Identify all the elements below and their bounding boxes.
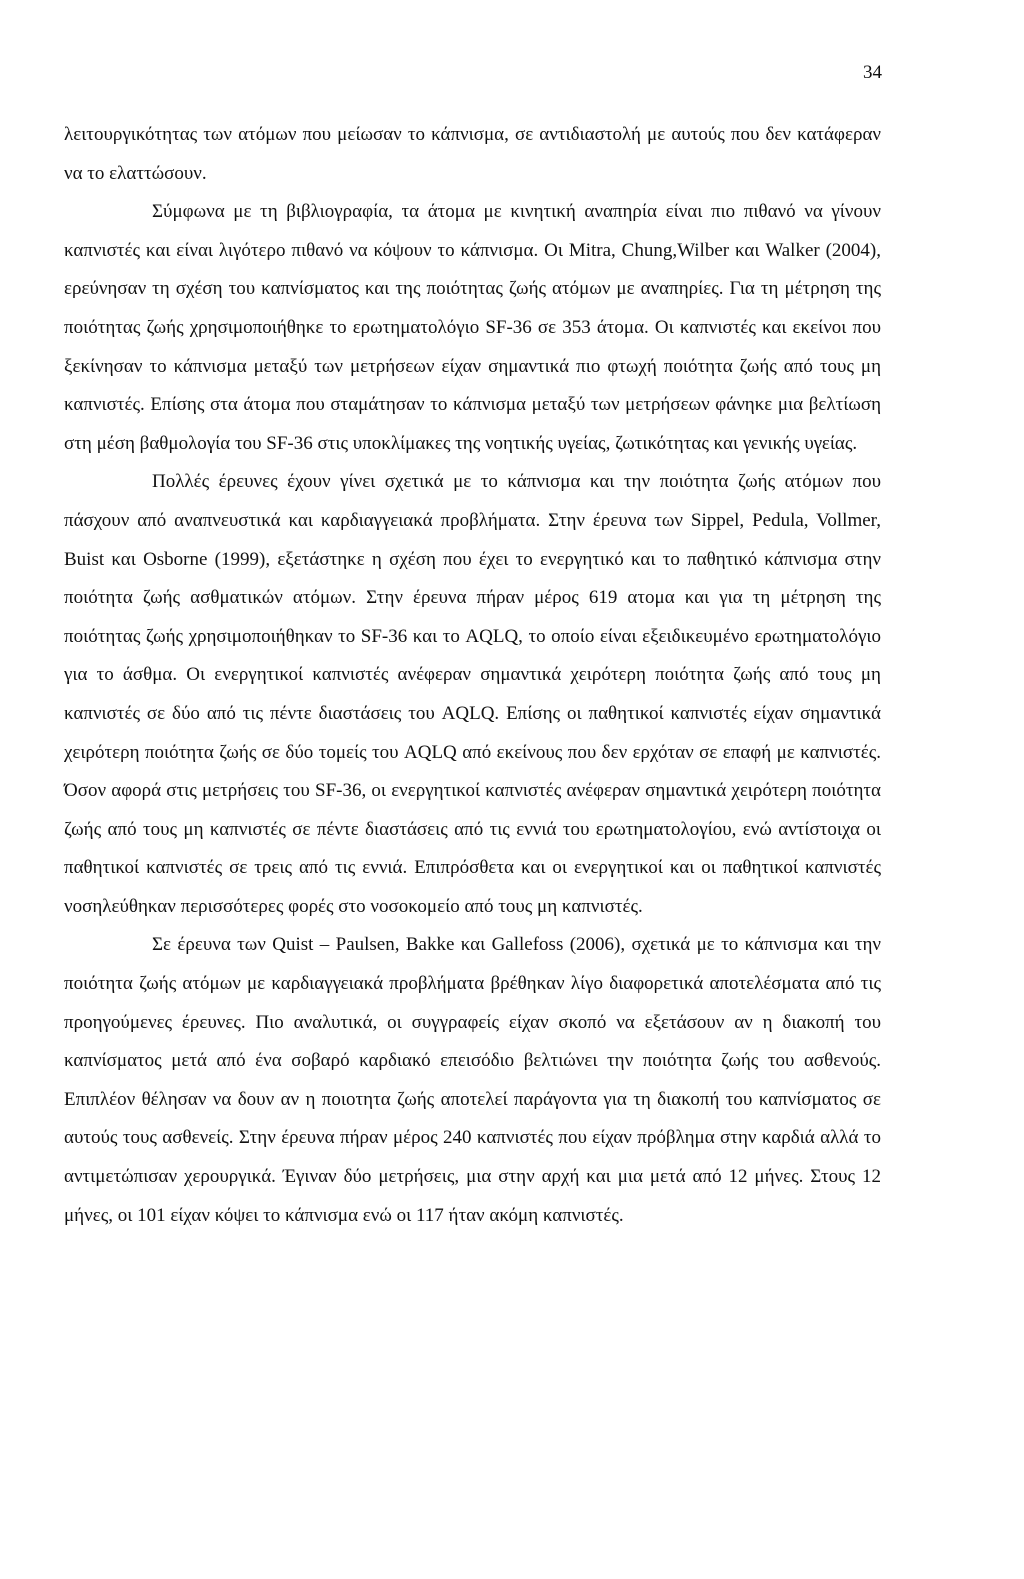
paragraph-quist-paulsen-study: Σε έρευνα των Quist – Paulsen, Bakke και Gallefoss (2006), σχετικά με το κάπνισμα και την ποιότητα ζωής ατόμων με καρδιαγγειακά προβλήματα βρέθηκαν λίγο διαφορετικά αποτελέσματα από τις προηγούμενες έρευνες. Πιο αναλυτικά, οι συγγραφείς είχαν σκοπό να εξετάσουν αν η διακοπή του καπνίσματος μετά από ένα σοβαρό καρδιακό επεισόδιο βελτιώνει την ποιότητα ζωής του ασθενούς. Επιπλέον θέλησαν να δουν αν η ποιοτητα ζωής αποτελεί παράγοντα για τη διακοπή του καπνίσματος σε αυτούς τους ασθενείς. Στην έρευνα πήραν μέρος 240 καπνιστές που είχαν πρόβλημα στην καρδιά αλλά το αντιμετώπισαν χερουργικά. Έγιναν δύο μετρήσεις, μια στην αρχή και μια μετά από 12 μήνες. Στους 12 μήνες, οι 101 είχαν κόψει το κάπνισμα ενώ οι 117 ήταν ακόμη καπνιστές. [64, 934, 881, 1226]
paragraph-continuation: λειτουργικότητας των ατόμων που μείωσαν το κάπνισμα, σε αντιδιαστολή με αυτούς που δεν κατάφεραν να το ελαττώσουν. [64, 124, 881, 184]
page-number: 34 [863, 62, 882, 83]
paragraph-respiratory-cardiovascular: Πολλές έρευνες έχουν γίνει σχετικά με το κάπνισμα και την ποιότητα ζωής ατόμων που πάσχουν από αναπνευστικά και καρδιαγγειακά προβλήματα. Στην έρευνα των Sippel, Pedula, Vollmer, Buist και Osborne (1999), εξετάστηκε η σχέση που έχει το ενεργητικό και το παθητικό κάπνισμα στην ποιότητα ζωής ασθματικών ατόμων. Στην έρευνα πήραν μέρος 619 ατομα και για τη μέτρηση της ποιότητας ζωής χρησιμοποιήθηκαν το SF-36 και το AQLQ, το οποίο είναι εξειδικευμένο ερωτηματολόγιο για το άσθμα. Οι ενεργητικοί καπνιστές ανέφεραν σημαντικά χειρότερη ποιότητα ζωής από τους μη καπνιστές σε δύο από τις πέντε διαστάσεις του AQLQ. Επίσης οι παθητικοί καπνιστές είχαν σημαντικά χειρότερη ποιότητα ζωής σε δύο τομείς του AQLQ από εκείνους που δεν ερχόταν σε επαφή με καπνιστές. Όσον αφορά στις μετρήσεις του SF-36, οι ενεργητικοί καπνιστές ανέφεραν σημαντικά χειρότερη ποιότητα ζωής από τους μη καπνιστές σε πέντε διαστάσεις από τις εννιά του ερωτηματολογίου, ενώ αντίστοιχα οι παθητικοί καπνιστές σε τρεις από τις εννιά. Επιπρόσθετα και οι ενεργητικοί και οι παθητικοί καπνιστές νοσηλεύθηκαν περισσότερες φορές στο νοσοκομείο από τους μη καπνιστές. [64, 471, 881, 917]
document-body [64, 116, 881, 1235]
paragraph-mobility-disability: Σύμφωνα με τη βιβλιογραφία, τα άτομα με κινητική αναπηρία είναι πιο πιθανό να γίνουν καπνιστές και είναι λιγότερο πιθανό να κόψουν το κάπνισμα. Οι Mitra, Chung,Wilber και Walker (2004), ερεύνησαν τη σχέση του καπνίσματος και της ποιότητας ζωής ατόμων με αναπηρίες. Για τη μέτρηση της ποιότητας ζωής χρησιμοποιήθηκε το ερωτηματολόγιο SF-36 σε 353 άτομα. Οι καπνιστές και εκείνοι που ξεκίνησαν το κάπνισμα μεταξύ των μετρήσεων είχαν σημαντικά πιο φτωχή ποιότητα ζωής από τους μη καπνιστές. Επίσης στα άτομα που σταμάτησαν το κάπνισμα μεταξύ των μετρήσεων φάνηκε μια βελτίωση στη μέση βαθμολογία του SF-36 στις υποκλίμακες της νοητικής υγείας, ζωτικότητας και γενικής υγείας. [64, 201, 881, 454]
